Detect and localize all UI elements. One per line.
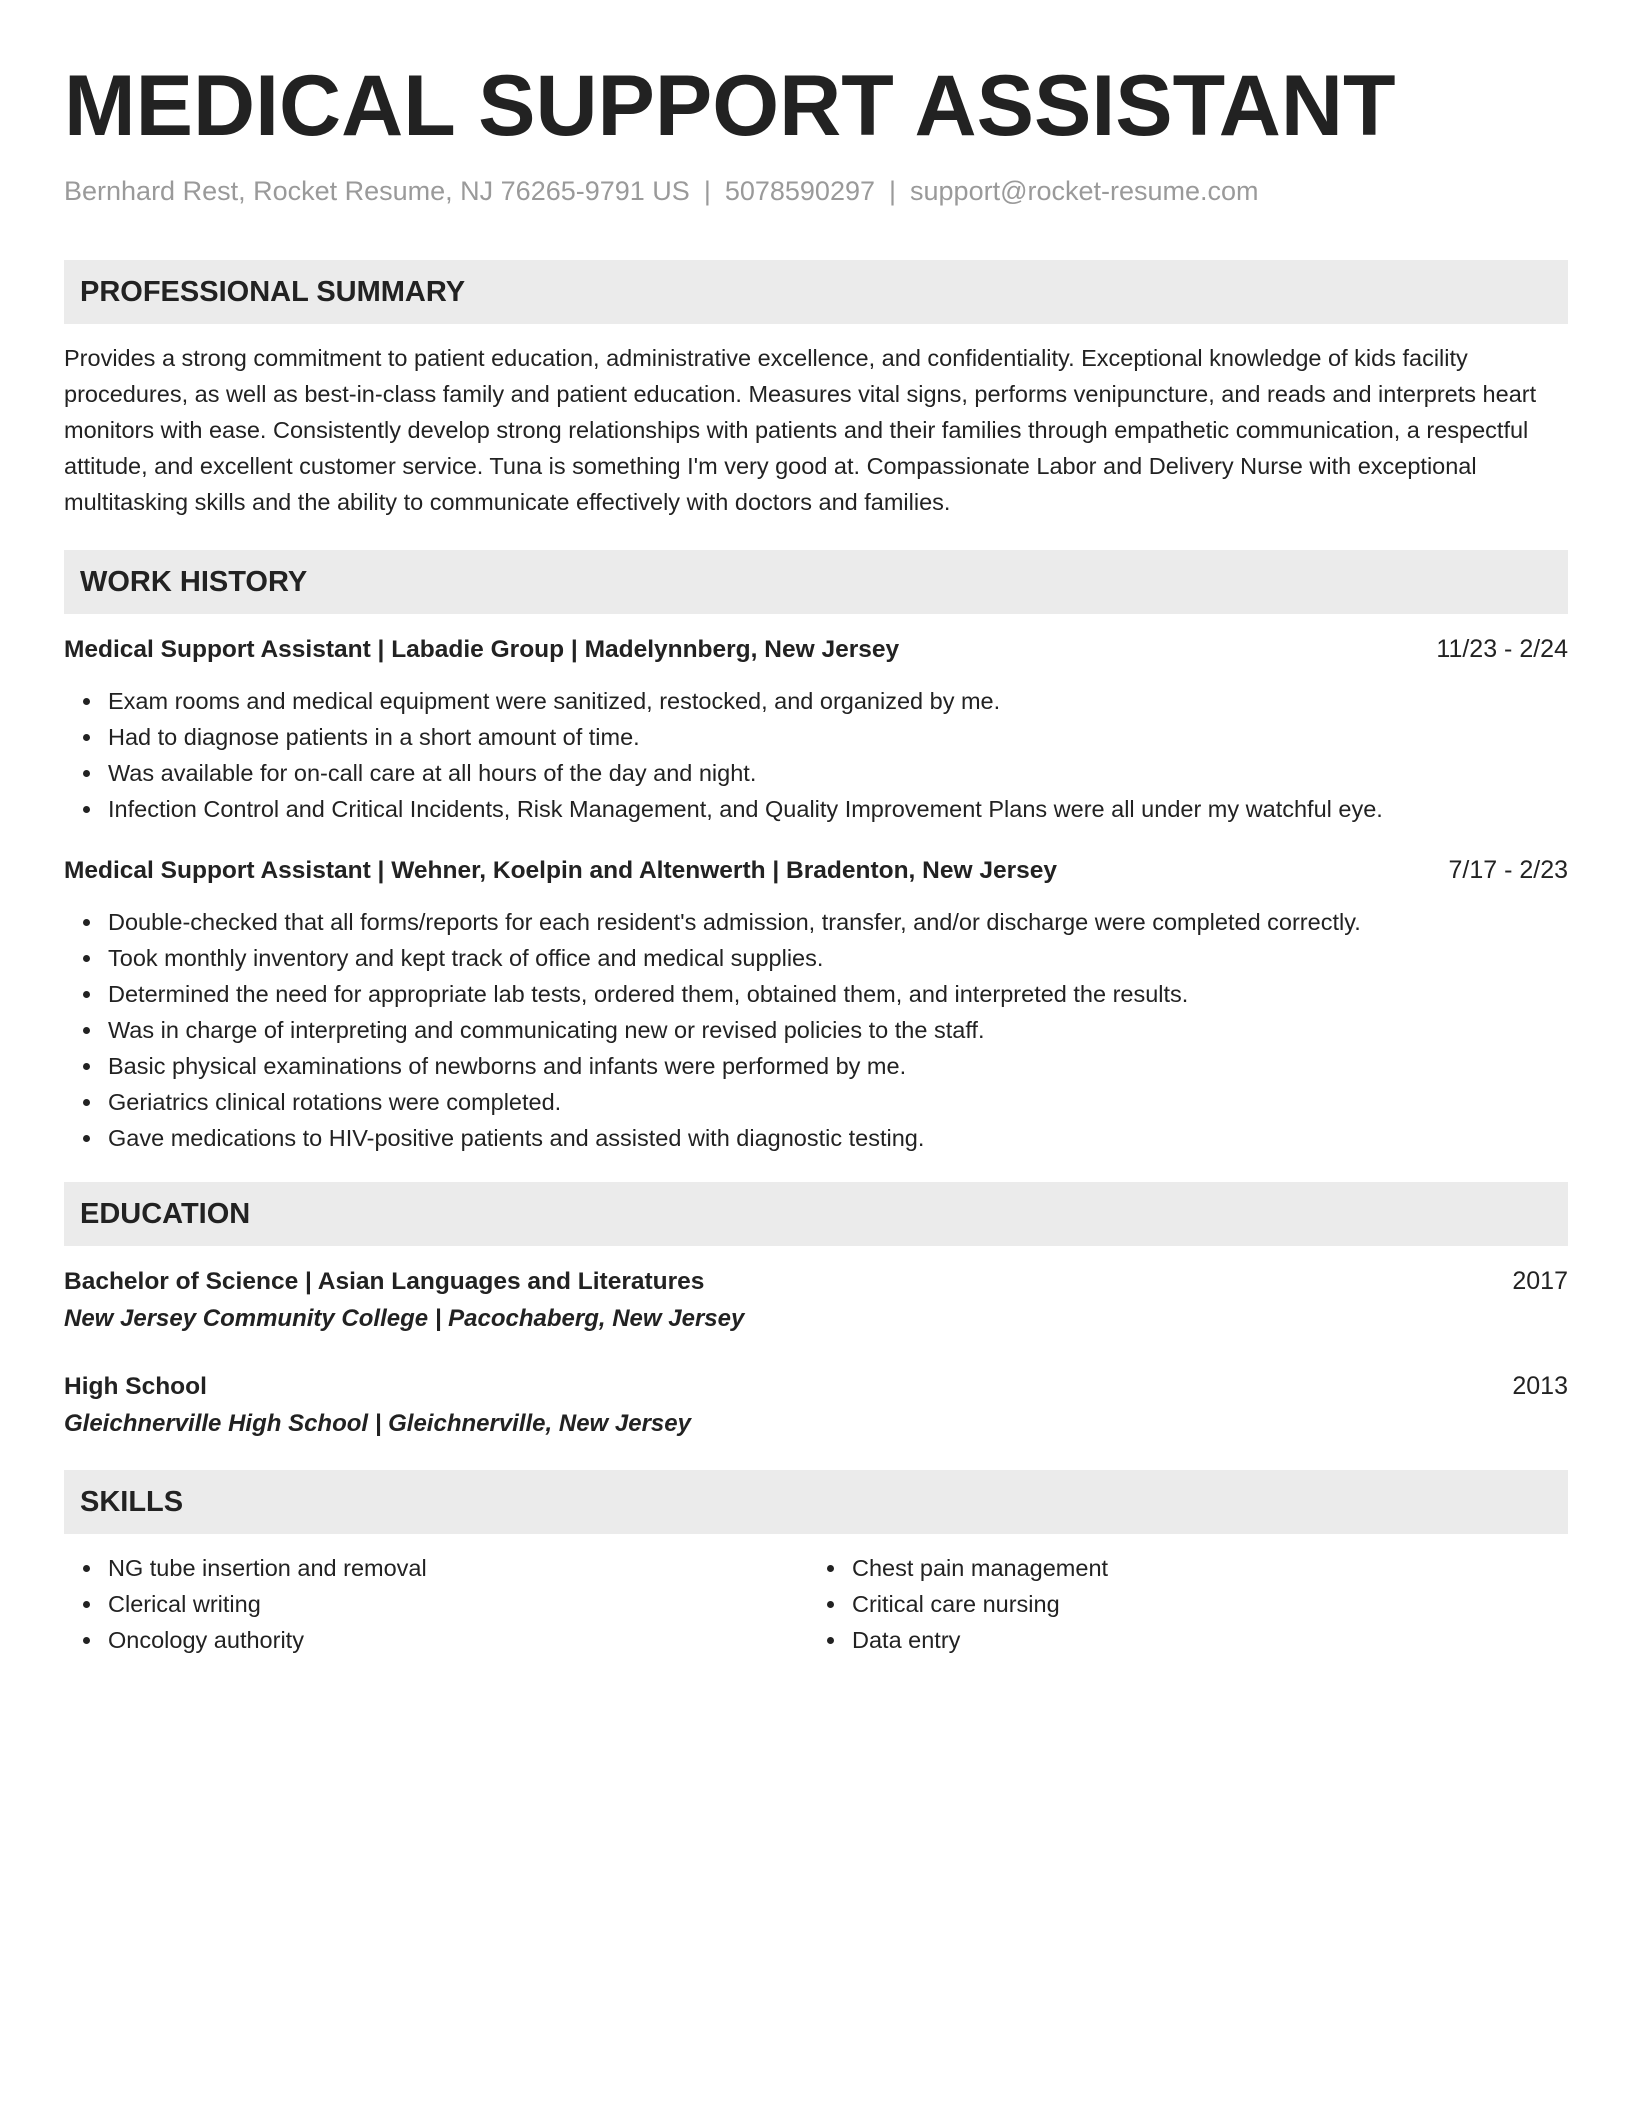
job-bullet: Exam rooms and medical equipment were sanitized, restocked, and organized by me. <box>108 683 1568 719</box>
education-degree: Bachelor of Science | Asian Languages and Literatures <box>64 1268 705 1295</box>
skill-item: Oncology authority <box>108 1622 808 1658</box>
skill-item: NG tube insertion and removal <box>108 1550 808 1586</box>
section-header-skills: SKILLS <box>64 1470 1568 1534</box>
education-header-row <box>64 1369 1568 1404</box>
contact-email: support@rocket-resume.com <box>910 176 1259 206</box>
skills-columns <box>64 1550 1568 1658</box>
job-entry <box>64 632 1568 827</box>
skill-item: Data entry <box>852 1622 1552 1658</box>
job-header-row <box>64 632 1568 667</box>
job-dates: 7/17 - 2/23 <box>1448 856 1568 884</box>
skill-item: Critical care nursing <box>852 1586 1552 1622</box>
job-bullet: Infection Control and Critical Incidents, Risk Management, and Quality Improvement Plans were all under my watchful eye. <box>108 791 1568 827</box>
job-bullet: Took monthly inventory and kept track of office and medical supplies. <box>108 940 1568 976</box>
contact-separator: | <box>889 176 897 206</box>
skill-item: Chest pain management <box>852 1550 1552 1586</box>
section-header-summary: PROFESSIONAL SUMMARY <box>64 260 1568 324</box>
job-bullet-list <box>64 683 1568 827</box>
education-header-row <box>64 1264 1568 1299</box>
job-bullet: Was in charge of interpreting and communicating new or revised policies to the staff. <box>108 1012 1568 1048</box>
job-bullet: Double-checked that all forms/reports for each resident's admission, transfer, and/or discharge were completed correctly. <box>108 904 1568 940</box>
job-bullet: Basic physical examinations of newborns and infants were performed by me. <box>108 1048 1568 1084</box>
education-entry <box>64 1264 1568 1337</box>
job-bullet: Was available for on-call care at all hours of the day and night. <box>108 755 1568 791</box>
contact-phone: 5078590297 <box>724 176 875 206</box>
skills-list-right <box>808 1550 1552 1658</box>
education-school: Gleichnerville High School | Gleichnerville, New Jersey <box>64 1410 691 1437</box>
contact-separator: | <box>703 176 711 206</box>
skill-item: Clerical writing <box>108 1586 808 1622</box>
education-school: New Jersey Community College | Pacochaberg, New Jersey <box>64 1305 745 1332</box>
job-entry <box>64 853 1568 1156</box>
job-bullet-list <box>64 904 1568 1156</box>
contact-address: Bernhard Rest, Rocket Resume, NJ 76265-9791 US <box>64 176 690 206</box>
job-bullet: Determined the need for appropriate lab tests, ordered them, obtained them, and interpreted the results. <box>108 976 1568 1012</box>
education-year: 2017 <box>1512 1267 1568 1295</box>
job-header-row <box>64 853 1568 888</box>
job-bullet: Had to diagnose patients in a short amount of time. <box>108 719 1568 755</box>
section-header-work-history: WORK HISTORY <box>64 550 1568 614</box>
job-title: Medical Support Assistant | Wehner, Koelpin and Altenwerth | Bradenton, New Jersey <box>64 857 1057 884</box>
job-title: Medical Support Assistant | Labadie Group | Madelynnberg, New Jersey <box>64 636 900 663</box>
education-degree: High School <box>64 1373 207 1400</box>
job-bullet: Geriatrics clinical rotations were completed. <box>108 1084 1568 1120</box>
summary-text: Provides a strong commitment to patient education, administrative excellence, and confidentiality. Exceptional knowledge of kids facility procedures, as well as best-in-class family and patient education. Measures vital signs, performs venipuncture, and reads and interprets heart monitors with ease. Consistently develop strong relationships with patients and their families through empathetic communication, a respectful attitude, and excellent customer service. Tuna is something I'm very good at. Compassionate Labor and Delivery Nurse with exceptional multitasking skills and the ability to communicate effectively with doctors and families. <box>64 345 1537 515</box>
section-header-education: EDUCATION <box>64 1182 1568 1246</box>
education-year: 2013 <box>1512 1372 1568 1400</box>
job-bullet: Gave medications to HIV-positive patients and assisted with diagnostic testing. <box>108 1120 1568 1156</box>
contact-line <box>64 174 1568 208</box>
resume-title: MEDICAL SUPPORT ASSISTANT <box>64 58 1396 154</box>
skills-list-left <box>64 1550 808 1658</box>
education-entry <box>64 1369 1568 1442</box>
job-dates: 11/23 - 2/24 <box>1436 635 1568 663</box>
